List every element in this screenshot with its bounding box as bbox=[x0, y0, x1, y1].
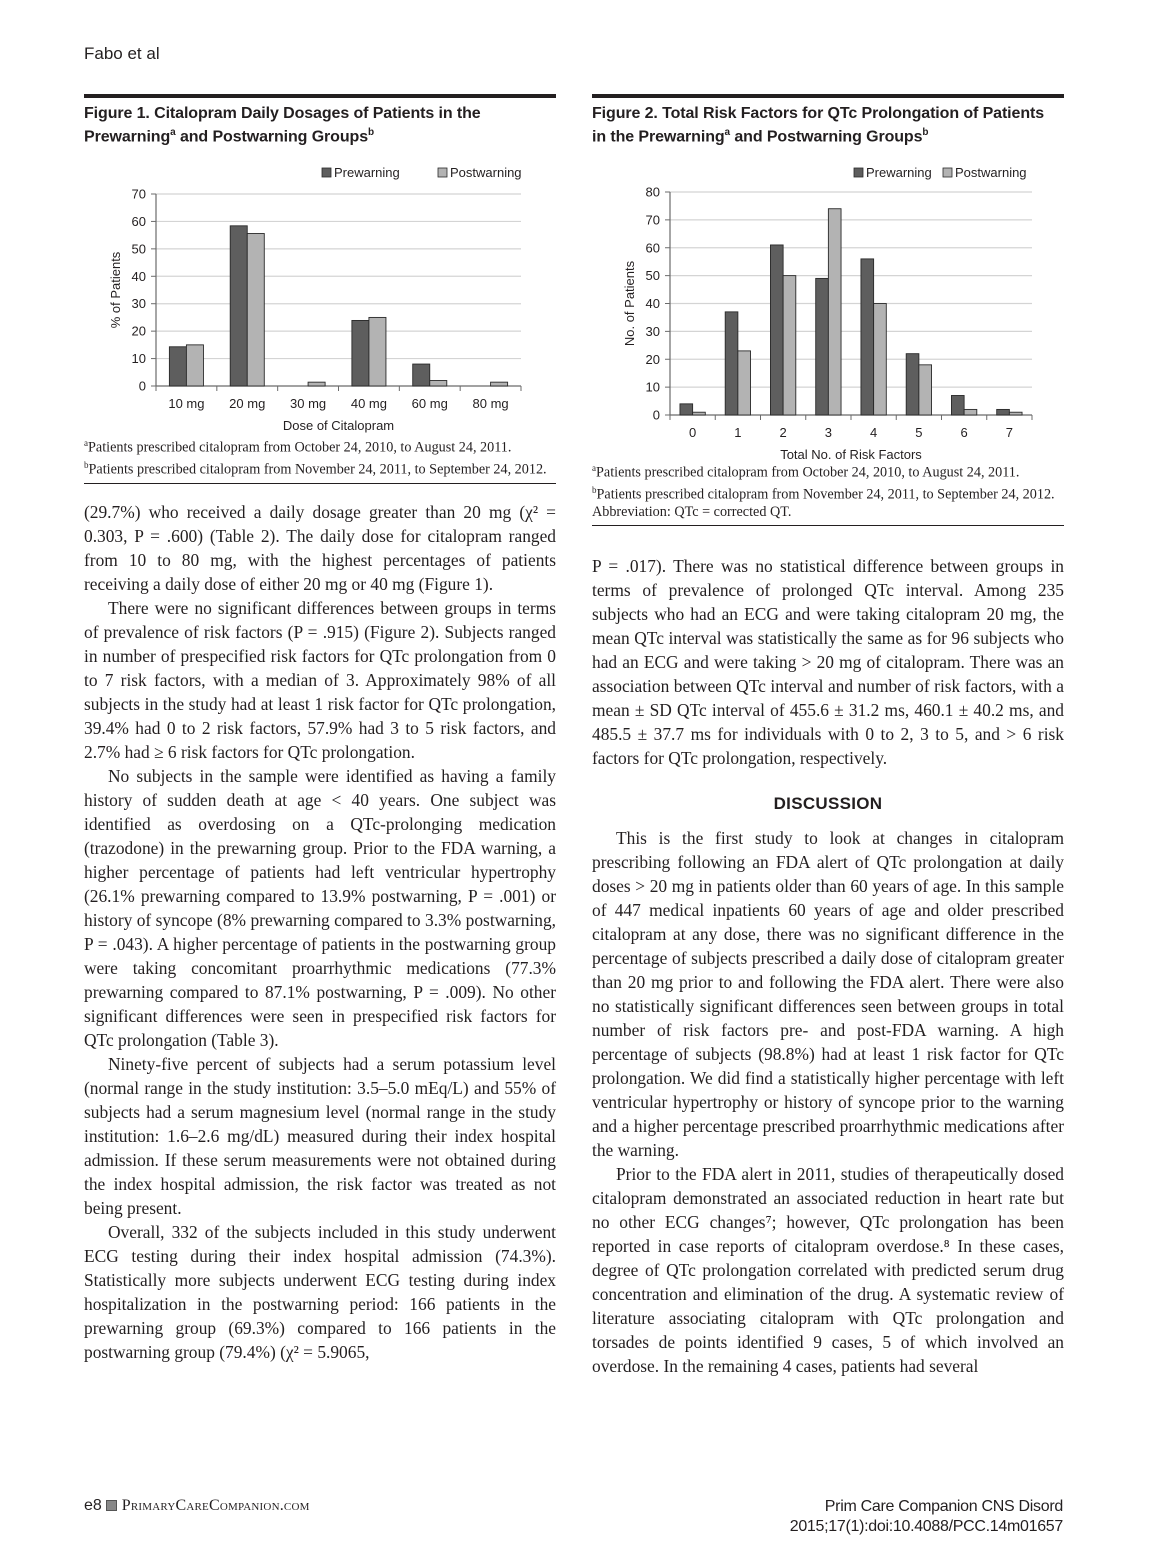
figure-top-rule bbox=[84, 94, 556, 98]
svg-text:3: 3 bbox=[824, 425, 832, 441]
right-column bbox=[592, 94, 1064, 1378]
svg-text:10: 10 bbox=[131, 351, 146, 367]
svg-text:0: 0 bbox=[138, 378, 146, 394]
paragraph: Overall, 332 of the subjects included in this study underwent ECG testing during their index hospital admission (74.3%). Statistically more subjects underwent ECG testing during index hospitalization in the postwarning period: 166 patients in the prewarning group (69.3%) compared to 166 patients in the postwarning group (79.4%) (χ² = 5.9065, bbox=[84, 1221, 556, 1362]
svg-text:6: 6 bbox=[960, 425, 968, 441]
paragraph: There were no significant differences between groups in terms of prevalence of risk factors (P = .915) (Figure 2). Subjects ranged in number of prespecified risk factors for QTc prolongation from 0 to 7 risk factors, with a median of 3. Approximately 98% of all subjects in the study had at least 1 risk factor for QTc prolongation, 39.4% had 0 to 2 risk factors, 57.9% had 3 to 5 risk factors, and 2.7% had ≥ 6 risk factors for QTc prolongation. bbox=[84, 597, 556, 762]
svg-text:80 mg: 80 mg bbox=[472, 396, 509, 412]
footnote-b: $^b$Patients prescribed citalopram from November 24, 2011, to September 24, 2012. bbox=[592, 485, 1055, 503]
figure-2-title: Figure 2. Total Risk Factors for QTc Prolongation of Patients in the Prewarning$^a$ and Postwarning Groups$^b$ bbox=[592, 105, 1045, 146]
left-body-text bbox=[84, 500, 556, 1364]
svg-text:60: 60 bbox=[645, 240, 660, 256]
svg-text:0: 0 bbox=[689, 425, 697, 441]
svg-text:70: 70 bbox=[645, 212, 660, 228]
svg-text:60: 60 bbox=[131, 214, 146, 230]
svg-text:10 mg: 10 mg bbox=[168, 396, 205, 412]
paragraph: Prior to the FDA alert in 2011, studies of therapeutically dosed citalopram demonstrated an associated reduction in heart rate but no other ECG changes⁷; however, QTc prolongation has been reported in case reports of citalopram overdose.⁸ In these cases, degree of QTc prolongation correlated with predicted serum drug concentration and elimination of the drug. A systematic review of literature associating citalopram with QTc prolongation and torsades de points identified 9 cases, 5 of which involved an overdose. In the remaining 4 cases, patients had several bbox=[592, 1163, 1064, 1376]
journal-name: Prim Care Companion CNS Disord bbox=[824, 1498, 1063, 1515]
paragraph: This is the first study to look at changes in citalopram prescribing following an FDA alert of QTc prolongation at daily doses > 20 mg in patients older than 60 years of age. In this sample of 447 medical inpatients 60 years of age and older prescribed citalopram at any dose, there was no significant difference in the percentage of subjects prescribed a daily dose of citalopram greater than 20 mg prior to and following the FDA alert. There were also no statistically significant differences seen between groups in total number of risk factors pre- and post-FDA warning. A high percentage of subjects (98.8%) had at least 1 risk factor for QTc prolongation. We did find a statistically higher percentage with left ventricular hypertrophy or history of syncope prior to the warning and a higher percentage prescribed proarrhythmic medications after the warning. bbox=[592, 827, 1064, 1160]
footnote-a: $^a$Patients prescribed citalopram from October 24, 2010, to August 24, 2011. bbox=[592, 463, 1020, 482]
figure-2-footnotes bbox=[592, 460, 1064, 525]
svg-text:Postwarning: Postwarning bbox=[955, 165, 1027, 181]
svg-text:40: 40 bbox=[131, 269, 146, 285]
running-head: Fabo et al bbox=[84, 44, 160, 63]
svg-text:80: 80 bbox=[645, 184, 660, 200]
abbreviation-note: Abbreviation: QTc = corrected QT. bbox=[592, 503, 792, 520]
svg-text:20 mg: 20 mg bbox=[229, 396, 266, 412]
square-bullet-icon bbox=[106, 1500, 117, 1511]
svg-text:5: 5 bbox=[915, 425, 923, 441]
figure-top-rule bbox=[592, 94, 1064, 98]
svg-text:0: 0 bbox=[652, 407, 660, 423]
figure-2 bbox=[592, 94, 1064, 526]
right-body-text bbox=[592, 554, 1064, 1378]
section-heading-discussion: DISCUSSION bbox=[773, 793, 883, 813]
svg-text:30: 30 bbox=[131, 296, 146, 312]
svg-text:30: 30 bbox=[645, 324, 660, 340]
paragraph: Ninety-five percent of subjects had a serum potassium level (normal range in the study institution: 3.5–5.0 mEq/L) and 55% of subjects had a serum magnesium level (normal range in the study institution: 1.6–2.6 mg/dL) measured during their index hospital admission. If these serum measurements were not obtained during the index hospital admission, the risk factor was treated as not being present. bbox=[84, 1053, 556, 1218]
svg-text:70: 70 bbox=[131, 186, 146, 202]
svg-text:Prewarning: Prewarning bbox=[334, 165, 400, 181]
figure-1-title: Figure 1. Citalopram Daily Dosages of Patients in the Prewarning$^a$ and Postwarning Groups$^b$ bbox=[84, 105, 481, 146]
figure-2-bar-chart bbox=[592, 150, 1064, 460]
footnote-a: $^a$Patients prescribed citalopram from October 24, 2010, to August 24, 2011. bbox=[84, 438, 512, 457]
svg-text:50: 50 bbox=[645, 268, 660, 284]
svg-text:40 mg: 40 mg bbox=[350, 396, 387, 412]
svg-text:30 mg: 30 mg bbox=[290, 396, 327, 412]
svg-text:Total No. of Risk Factors: Total No. of Risk Factors bbox=[780, 447, 922, 461]
svg-text:4: 4 bbox=[870, 425, 878, 441]
svg-text:40: 40 bbox=[645, 296, 660, 312]
svg-text:20: 20 bbox=[645, 352, 660, 368]
footer-left bbox=[84, 1497, 310, 1515]
svg-text:20: 20 bbox=[131, 323, 146, 339]
figure-1-footnotes bbox=[84, 435, 556, 483]
svg-text:7: 7 bbox=[1005, 425, 1013, 441]
svg-text:60 mg: 60 mg bbox=[411, 396, 448, 412]
svg-text:Prewarning: Prewarning bbox=[866, 165, 932, 181]
doi-citation: 2015;17(1):doi:10.4088/PCC.14m01657 bbox=[789, 1518, 1063, 1535]
figure-1-bar-chart bbox=[84, 150, 556, 435]
figure-1 bbox=[84, 94, 556, 484]
svg-text:1: 1 bbox=[734, 425, 742, 441]
svg-text:Postwarning: Postwarning bbox=[450, 165, 522, 181]
svg-text:No. of Patients: No. of Patients bbox=[622, 261, 637, 347]
footnote-b: $^b$Patients prescribed citalopram from November 24, 2011, to September 24, 2012. bbox=[84, 460, 547, 478]
left-column bbox=[84, 94, 556, 1364]
svg-text:10: 10 bbox=[645, 379, 660, 395]
svg-text:2: 2 bbox=[779, 425, 787, 441]
svg-text:% of Patients: % of Patients bbox=[108, 252, 123, 329]
site-name: PrimaryCareCompanion.com bbox=[121, 1497, 310, 1514]
footer-citation bbox=[790, 1497, 1063, 1537]
svg-text:50: 50 bbox=[131, 241, 146, 257]
paragraph: P = .017). There was no statistical difference between groups in terms of prevalence of prolonged QTc interval. Among 235 subjects who had an ECG and were taking citalopram 20 mg, the mean QTc interval was statistically the same as for 96 subjects who had an ECG and were taking > 20 mg of citalopram. There was an association between QTc interval and number of risk factors, with a mean ± SD QTc interval of 455.6 ± 31.2 ms, 460.1 ± 40.2 ms, and 485.5 ± 37.7 ms for individuals with 0 to 2, 3 to 5, and > 6 risk factors for QTc prolongation, respectively. bbox=[592, 555, 1064, 768]
paragraph: No subjects in the sample were identified as having a family history of sudden death at age < 40 years. One subject was identified as overdosing on a QTc-prolonging medication (trazodone) in the prewarning group. Prior to the FDA warning, a higher percentage of patients had left ventricular hypertrophy (26.1% prewarning compared to 13.9% postwarning, P = .001) or history of syncope (8% prewarning compared to 3.3% postwarning, P = .043). A higher percentage of patients in the postwarning group were taking concomitant proarrhythmic medications (77.3% prewarning compared to 87.1% postwarning, P = .009). No other significant differences were seen in prespecified risk factors for QTc prolongation (Table 3). bbox=[84, 765, 556, 1050]
svg-text:Dose of Citalopram: Dose of Citalopram bbox=[282, 418, 395, 434]
paragraph: (29.7%) who received a daily dosage greater than 20 mg (χ² = 0.303, P = .600) (Table 2). The daily dose for citalopram ranged from 10 to 80 mg, with the highest percentages of patients receiving a daily dose of either 20 mg or 40 mg (Figure 1). bbox=[84, 501, 556, 594]
page-number: e8 bbox=[84, 1497, 102, 1514]
